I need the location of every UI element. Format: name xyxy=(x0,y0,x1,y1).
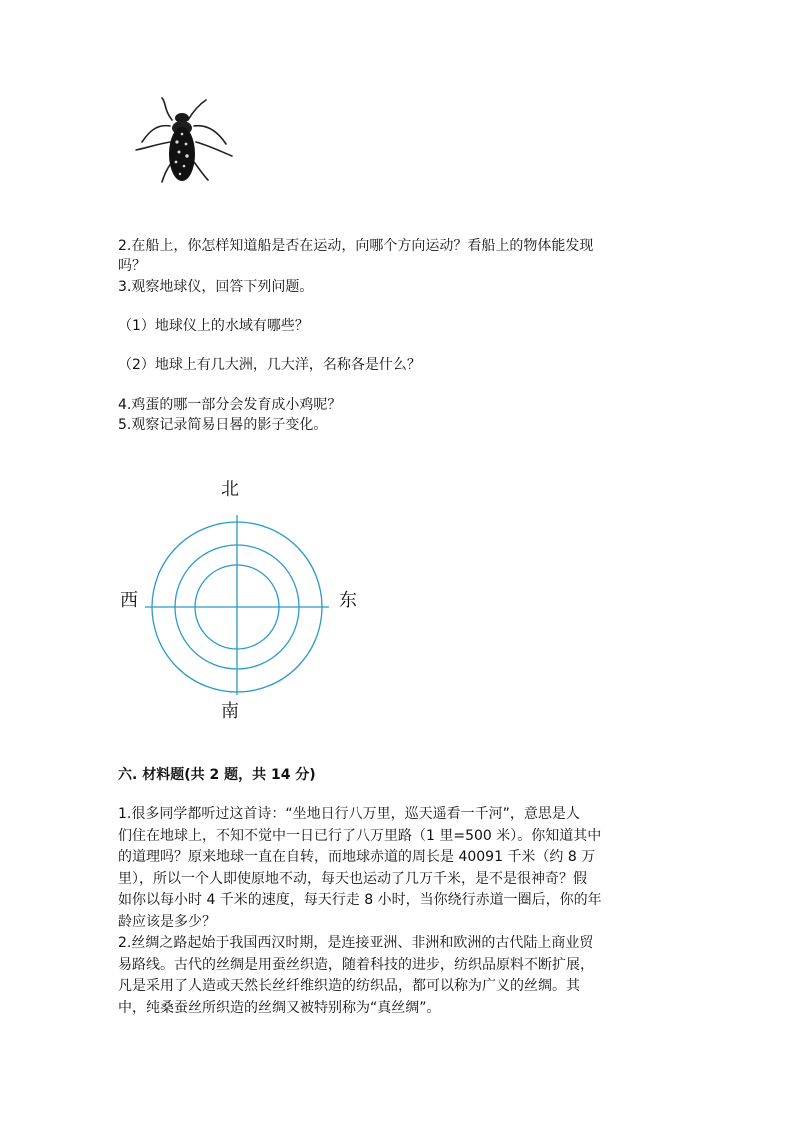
compass-east-label: 东 xyxy=(339,590,357,611)
q2-line: 易路线。古代的丝绸是用蚕丝织造，随着科技的进步，纺织品原料不断扩展， xyxy=(118,956,594,973)
q2-line: 凡是采用了人造或天然长丝纤维织造的纺织品，都可以称为广义的丝绸。其 xyxy=(118,978,580,994)
question-4: 4.鸡蛋的哪一部分会发育成小鸡呢？ xyxy=(118,397,342,413)
q1-line: 们住在地球上，不知不觉中一日已行了八万里路（1 里=500 米）。你知道其中 xyxy=(118,827,602,844)
beetle-image xyxy=(128,96,240,188)
compass-north-label: 北 xyxy=(221,479,239,500)
compass-south-label: 南 xyxy=(221,701,239,722)
sundial-compass-diagram xyxy=(140,510,340,700)
question-5: 5.观察记录简易日晷的影子变化。 xyxy=(118,417,328,433)
question-3-sub-2: （2）地球上有几大洲，几大洋，名称各是什么？ xyxy=(118,357,421,373)
q2-line: 中，纯桑蚕丝所织造的丝绸又被特别称为“真丝绸”。 xyxy=(118,999,441,1016)
q1-line: 如你以每小时 4 千米的速度，每天行走 8 小时，当你绕行赤道一圈后，你的年 xyxy=(118,892,602,908)
q1-line: 里），所以一个人即使原地不动，每天也运动了几万千米，是不是很神奇？假 xyxy=(118,870,587,887)
q1-line: 龄应该是多少？ xyxy=(118,913,216,930)
q1-line: 1.很多同学都听过这首诗：“坐地日行八万里，巡天遥看一千河”，意思是人 xyxy=(118,806,580,822)
q1-line: 的道理吗？原来地球一直在自转，而地球赤道的周长是 40091 千米（约 8 万 xyxy=(118,849,596,865)
section-6-heading: 六. 材料题(共 2 题，共 14 分) xyxy=(118,767,316,783)
question-3-sub-1: （1）地球仪上的水域有哪些？ xyxy=(118,318,309,334)
question-2-line-1: 2.在船上，你怎样知道船是否在运动，向哪个方向运动？看船上的物体能发现 xyxy=(118,238,594,254)
compass-west-label: 西 xyxy=(120,590,138,611)
question-2-line-2: 吗？ xyxy=(118,258,146,274)
question-3: 3.观察地球仪，回答下列问题。 xyxy=(118,279,314,295)
q2-line: 2.丝绸之路起始于我国西汉时期，是连接亚洲、非洲和欧洲的古代陆上商业贸 xyxy=(118,935,594,951)
section-6-question-1 xyxy=(118,804,678,1019)
